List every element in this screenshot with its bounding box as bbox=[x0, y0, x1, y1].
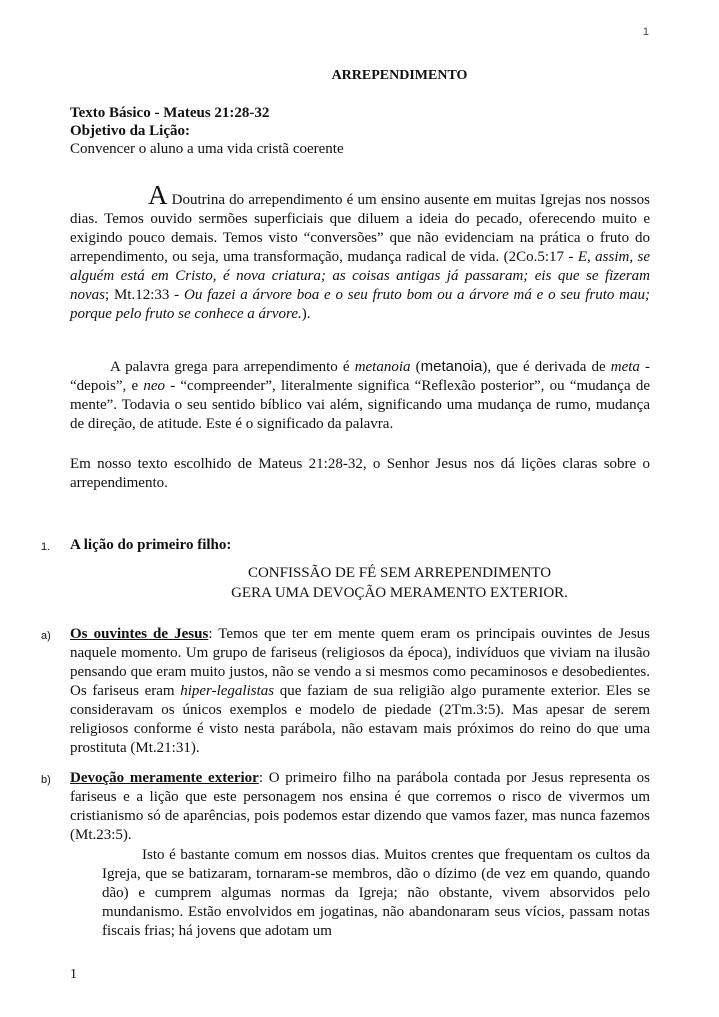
item-a-marker: a) bbox=[41, 630, 51, 642]
p2-text-c: ), que é derivada de bbox=[482, 359, 611, 375]
section-1-marker: 1. bbox=[41, 541, 51, 553]
section-1-subtitle-1: CONFISSÃO DE FÉ SEM ARREPENDIMENTO bbox=[247, 565, 552, 581]
p2-term: metanoia bbox=[354, 359, 411, 375]
p2-neo: neo bbox=[143, 378, 165, 394]
p2-text-a: A palavra grega para arrependimento é bbox=[110, 359, 355, 375]
page-number-bottom: 1 bbox=[70, 967, 77, 982]
item-b-text: : O primeiro filho na parábola contada por Jesus representa os fariseus e a lição que este personagem nos ensina é que corremos o risco de vivermos um cristianismo só de aparências, pois podemos estar dizendo que vamos fazer, mas nunca fazemos (Mt.23:5). bbox=[70, 770, 650, 843]
intro-quote-mt: Ou fazei a árvore boa e o seu fruto bom ou a árvore má e o seu fruto mau; porque pelo fruto se conhece a árvore. bbox=[70, 287, 650, 322]
intro-paragraph-3: Em nosso texto escolhido de Mateus 21:28-32, o Senhor Jesus nos dá lições claras sobre o arrependimento. bbox=[70, 456, 650, 491]
p2-text-b: ( bbox=[410, 359, 421, 375]
p2-text-e: - “compreender”, literalmente significa “Reflexão posterior”, ou “mudança de mente”. Todavia o seu sentido bíblico vai além, significando uma mudança de rumo, mudança de direção, de atitude. Este é o significado da palavra. bbox=[70, 378, 650, 432]
item-a-text-b: que faziam de sua religião algo puramente exterior. Eles se consideravam os únicos exemplos e modelo de piedade (2Tm.3:5). Mas apesar de serem religiosos conforme é visto nesta parábola, não estavam mais próximos do reino do que uma prostituta (Mt.21:31). bbox=[70, 683, 650, 756]
item-b-paragraph bbox=[70, 769, 650, 845]
item-b-marker: b) bbox=[41, 774, 51, 786]
texto-basico: Texto Básico - Mateus 21:28-32 bbox=[70, 105, 270, 121]
item-a-italic: hiper-legalistas bbox=[180, 683, 275, 699]
p2-meta: meta bbox=[610, 359, 640, 375]
p2-greek-term: metanoia bbox=[420, 358, 483, 375]
objetivo-label: Objetivo da Lição: bbox=[70, 123, 190, 139]
section-1-subtitle-2: GERA UMA DEVOÇÃO MERAMENTO EXTERIOR. bbox=[231, 585, 568, 601]
item-b-heading: Devoção meramente exterior bbox=[70, 770, 259, 786]
drop-cap: A bbox=[148, 180, 168, 210]
item-b-paragraph-2 bbox=[102, 846, 650, 941]
item-b-para2-text: Isto é bastante comum em nossos dias. Muitos crentes que frequentam os cultos da Igreja, que se batizaram, tornaram-se membros, dão o dízimo (de vez em quando, quando dão) e cumprem algumas normas da Igreja; não obstante, vivem absorvidos pelo mundanismo. Estão envolvidos em jogatinas, não abandonaram seus vícios, passam notas fiscais frias; há jovens que adotam um bbox=[102, 847, 650, 939]
page-title: ARREPENDIMENTO bbox=[331, 68, 468, 83]
intro-quote-2co: E, assim, se alguém está em Cristo, é nova criatura; as coisas antigas já passaram; eis que se fizeram novas bbox=[70, 249, 650, 303]
intro-text-b: ; Mt.12:33 - bbox=[105, 287, 184, 303]
p2-text-d: - “depois”, e bbox=[70, 359, 651, 394]
intro-paragraph-1 bbox=[70, 180, 650, 324]
lesson-header bbox=[70, 104, 344, 158]
objetivo-text: Convencer o aluno a uma vida cristã coerente bbox=[70, 141, 344, 157]
item-a-text-a: : Temos que ter em mente quem eram os principais ouvintes de Jesus naquele momento. Um grupo de fariseus (religiosos da época), indivíduos que viviam na ilusão pensando que eram muito justos, não se vendo a si mesmos como pecaminosos e desobedientes. Os fariseus eram bbox=[70, 626, 651, 699]
intro-paragraph-2 bbox=[70, 357, 650, 434]
item-a-paragraph bbox=[70, 625, 650, 758]
intro-text-c: ). bbox=[301, 306, 311, 322]
intro-text-a: Doutrina do arrependimento é um ensino ausente em muitas Igrejas nos nossos dias. Temos ouvido sermões superficiais que diluem a ideia do pecado, oferecendo muito e exigindo pouco demais. Temos visto “conversões” que não evidenciam na prática o fruto do arrependimento, ou seja, uma transformação, mudança radical de vida. (2Co.5:17 - bbox=[70, 192, 650, 265]
item-a-heading: Os ouvintes de Jesus bbox=[70, 626, 209, 642]
section-1-title: A lição do primeiro filho: bbox=[70, 537, 232, 553]
page-number-top: 1 bbox=[642, 26, 649, 38]
